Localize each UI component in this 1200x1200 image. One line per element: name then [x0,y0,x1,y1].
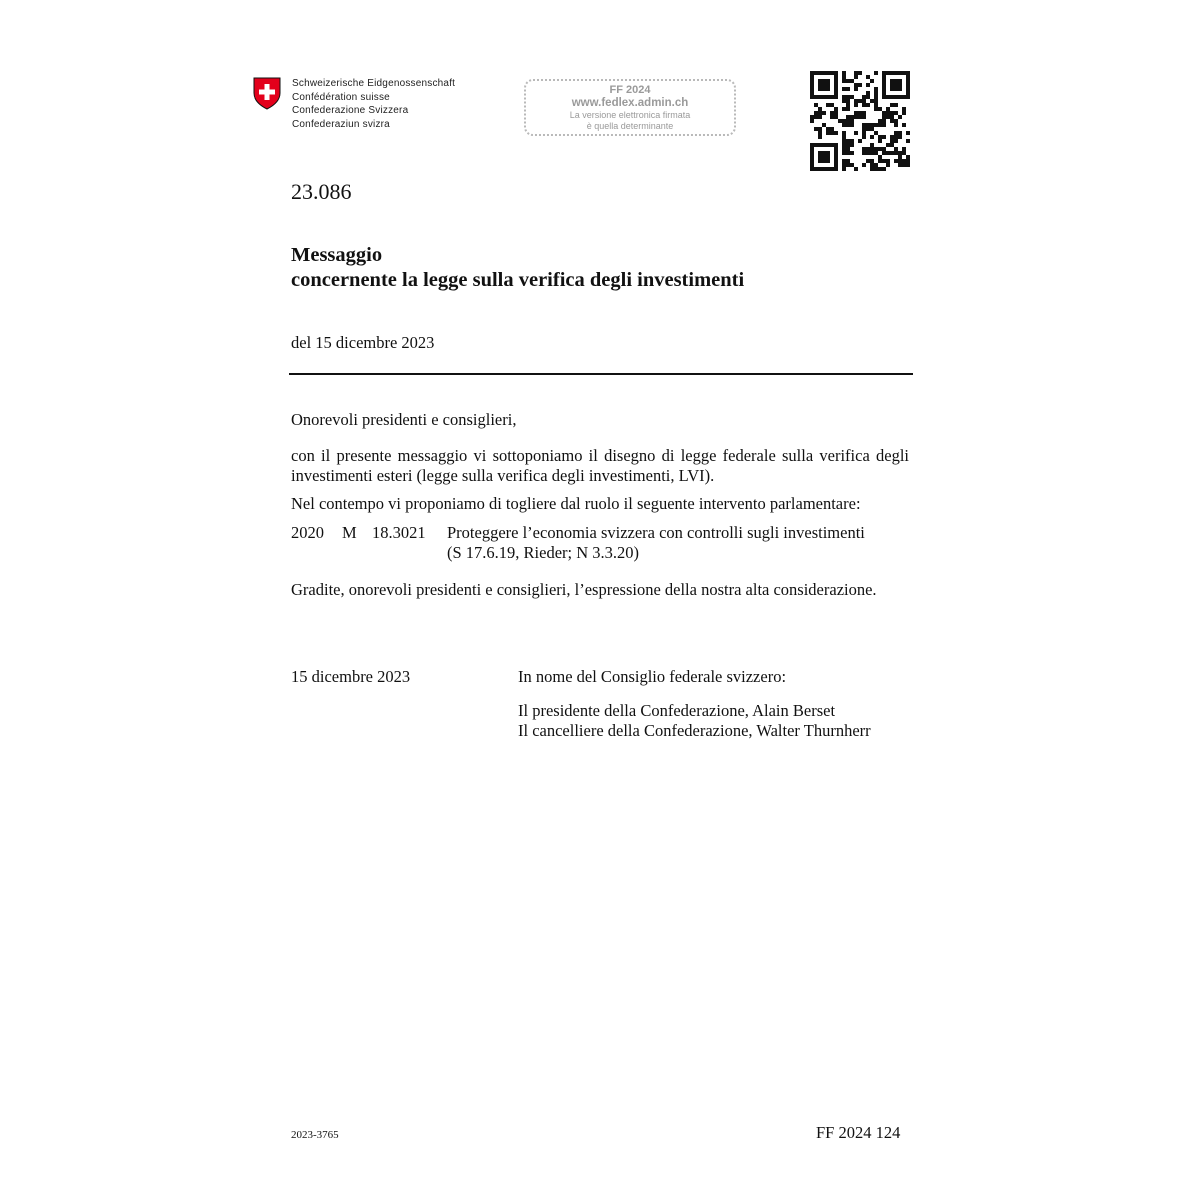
agency-line-fr: Confédération suisse [292,91,390,103]
document-date: del 15 dicembre 2023 [291,333,435,352]
agency-line-it: Confederazione Svizzera [292,105,409,116]
intervention-reference: 18.3021 [372,523,426,542]
footer-page-id: FF 2024 124 [816,1123,901,1142]
stamp-line-1: FF 2024 [609,84,651,96]
paragraph-3: Gradite, onorevoli presidenti e consiglieri, l’espressione della nostra alta considerazione. [291,580,877,599]
title-line-1: Messaggio [291,244,383,266]
stamp-line-2: www.fedlex.admin.ch [571,97,689,109]
agency-line-rm: Confederaziun svizra [292,118,390,130]
greeting: Onorevoli presidenti e consiglieri, [291,410,517,429]
intervention-year: 2020 [291,523,324,542]
paragraph-2: Nel contempo vi proponiamo di togliere dal ruolo il seguente intervento parlamentare: [291,494,861,513]
intervention-title: Proteggere l’economia svizzera con controlli sugli investimenti [447,523,865,542]
signature-heading: In nome del Consiglio federale svizzero: [518,667,787,686]
agency-line-de: Schweizerische Eidgenossenschaft [292,78,456,89]
agency-name [292,77,455,131]
stamp-line-3: La versione elettronica firmata [569,110,691,120]
qr-code-icon [810,71,910,171]
separator-rule [289,373,913,375]
intervention-type: M [342,523,357,542]
title-line-2: concernente la legge sulla verifica degli investimenti [291,269,745,291]
document-number: 23.086 [291,179,352,204]
document-title [291,243,744,293]
signature-date: 15 dicembre 2023 [291,667,411,686]
stamp-line-4: è quella determinante [586,121,674,131]
electronic-version-stamp [524,79,736,136]
footer-reference: 2023-3765 [291,1129,339,1141]
swiss-cross-icon [253,77,281,110]
intervention-details: (S 17.6.19, Rieder; N 3.3.20) [447,543,640,562]
signatory-president: Il presidente della Confederazione, Alain Berset [518,701,836,720]
paragraph-1: con il presente messaggio vi sottoponiamo il disegno di legge federale sulla verifica degli investimenti esteri (legge sulla verifica degli investimenti, LVI). [291,446,909,485]
signatory-chancellor: Il cancelliere della Confederazione, Walter Thurnherr [518,721,871,740]
